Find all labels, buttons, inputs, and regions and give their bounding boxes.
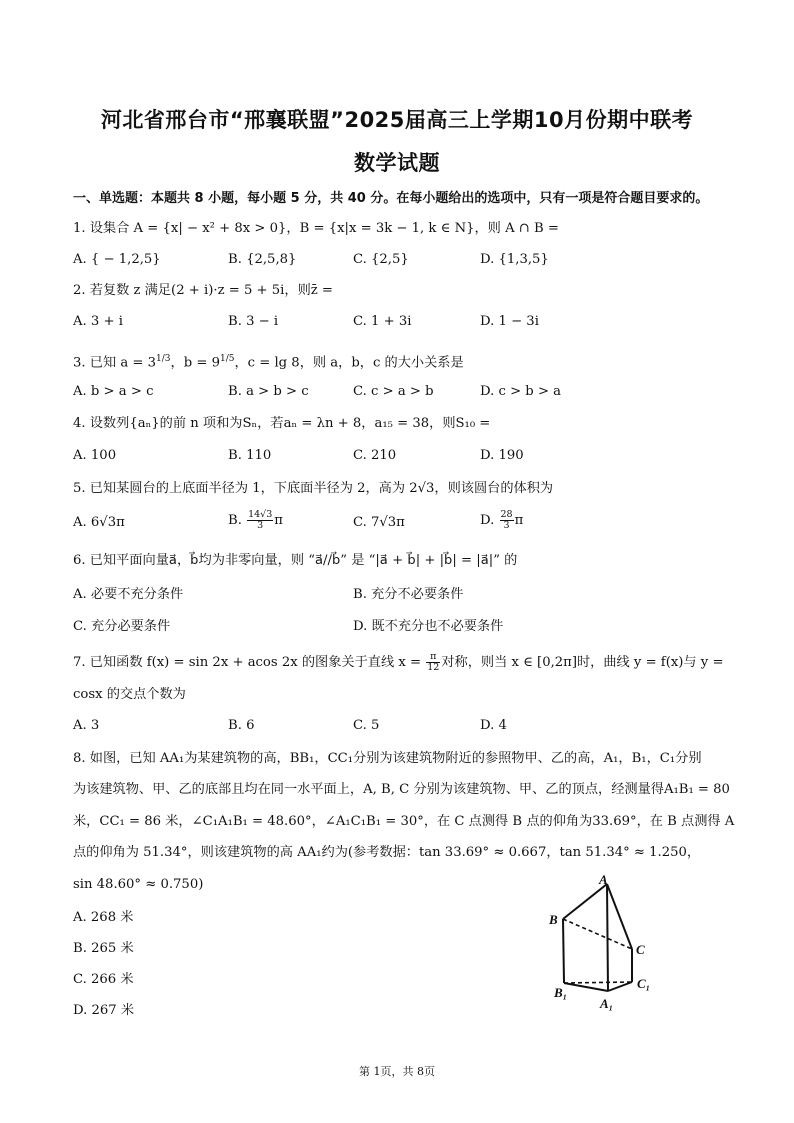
question-8-option-d: D. 267 米 (73, 1003, 135, 1018)
page-title: 河北省邢台市“邢襄联盟”2025届高三上学期10月份期中联考 (100, 108, 694, 132)
label-c: C (636, 942, 645, 957)
question-4-option-c: C. 210 (353, 448, 397, 463)
question-7-stem-prefix: 7. 已知函数 f(x) = sin 2x + acos 2x 的图象关于直线 x = (73, 655, 422, 670)
question-4-option-d: D. 190 (480, 448, 524, 463)
question-3-option-d: D. c > b > a (480, 384, 562, 399)
fraction-denominator: 3 (503, 520, 510, 531)
question-6-stem: 6. 已知平面向量a⃗，b⃗均为非零向量，则 “a⃗//b⃗” 是 “|a⃗ + b⃗| + |b⃗| = |a⃗|” 的 (73, 553, 518, 568)
question-6-option-c: C. 充分必要条件 (73, 619, 171, 634)
question-6-option-a: A. 必要不充分条件 (73, 587, 184, 602)
label-a1: A₁ (600, 996, 614, 1011)
question-3-stem-suffix: ，c = lg 8，则 a，b，c 的大小关系是 (234, 355, 464, 371)
question-3-stem (73, 350, 464, 372)
question-5-option-a: A. 6√3π (73, 515, 125, 530)
question-2-option-a: A. 3 + i (73, 314, 123, 329)
fraction-numerator: π (426, 652, 440, 663)
question-7-stem-line-2: cosx 的交点个数为 (73, 687, 186, 702)
question-3-option-b: B. a > b > c (228, 384, 309, 399)
question-8-stem-line-3: 米，CC₁ = 86 米，∠C₁A₁B₁ = 48.60°，∠A₁C₁B₁ = 30°，在 C 点测得 B 点的仰角为33.69°，在 B 点测得 A (73, 814, 735, 829)
question-1-stem: 1. 设集合 A = {x| − x² + 8x > 0}，B = {x|x = 3k − 1, k ∈ N}，则 A ∩ B = (73, 221, 559, 236)
question-4-option-b: B. 110 (228, 448, 272, 463)
question-5-option-b-label: B. (228, 513, 242, 528)
edge-b1-c1-dashed (564, 982, 632, 983)
question-3-option-c: C. c > a > b (353, 384, 434, 399)
question-5-option-d (480, 510, 523, 531)
pi-symbol: π (514, 513, 524, 528)
question-7-stem (73, 652, 724, 673)
question-4-option-a: A. 100 (73, 448, 117, 463)
question-3-stem-mid: ，b = 9 (170, 355, 220, 371)
question-8-option-c: C. 266 米 (73, 972, 134, 987)
building-figure (540, 872, 670, 1012)
question-2-option-b: B. 3 − i (228, 314, 279, 329)
question-7-fraction (426, 652, 440, 673)
edge-a-a1 (607, 884, 608, 991)
question-7-option-d: D. 4 (480, 718, 507, 733)
fraction-numerator: 14√3 (248, 509, 273, 520)
question-6-option-b: B. 充分不必要条件 (353, 587, 464, 602)
section-heading: 一、单选题：本题共 8 小题，每小题 5 分，共 40 分。在每小题给出的选项中，只有一项是符合题目要求的。 (73, 191, 709, 206)
edge-b1-a1 (564, 983, 608, 991)
question-7-stem-suffix: 对称，则当 x ∈ [0,2π]时，曲线 y = f(x)与 y = (441, 655, 724, 670)
question-3-exponent-b: 1/5 (219, 354, 235, 364)
fraction-denominator: 3 (257, 520, 264, 531)
label-b: B (549, 912, 558, 927)
question-2-stem: 2. 若复数 z 满足(2 + i)·z = 5 + 5i，则z̄ = (73, 283, 333, 298)
question-8-stem-line-2: 为该建筑物、甲、乙的底部且均在同一水平面上，A, B, C 分别为该建筑物、甲、乙的顶点，经测量得A₁B₁ = 80 (73, 782, 730, 797)
question-8-option-a: A. 268 米 (73, 910, 134, 925)
edge-a-b (563, 884, 607, 919)
question-7-option-c: C. 5 (353, 718, 380, 733)
page-number: 第 1页，共 8页 (359, 1065, 435, 1078)
question-5-option-c: C. 7√3π (353, 515, 405, 530)
question-3-stem-prefix: 3. 已知 a = 3 (73, 355, 157, 371)
question-8-option-b: B. 265 米 (73, 941, 134, 956)
question-2-option-c: C. 1 + 3i (353, 314, 412, 329)
question-6-option-d: D. 既不充分也不必要条件 (353, 619, 504, 634)
question-5-stem: 5. 已知某圆台的上底面半径为 1，下底面半径为 2，高为 2√3，则该圆台的体积为 (73, 481, 554, 496)
question-8-stem-line-5: sin 48.60° ≈ 0.750) (73, 877, 204, 892)
question-1-option-b: B. {2,5,8} (228, 252, 297, 267)
question-2-option-d: D. 1 − 3i (480, 314, 539, 329)
fraction-denominator: 12 (427, 662, 440, 673)
question-1-option-a: A. { − 1,2,5} (73, 252, 161, 267)
question-8-stem-line-4: 点的仰角为 51.34°，则该建筑物的高 AA₁约为(参考数据：tan 33.69° ≈ 0.667，tan 51.34° ≈ 1.250， (73, 845, 701, 860)
question-5-option-b (228, 510, 283, 531)
label-c1: C₁ (637, 976, 651, 991)
question-8-stem-line-1: 8. 如图，已知 AA₁为某建筑物的高，BB₁，CC₁分别为该建筑物附近的参照物甲、乙的高，A₁，B₁，C₁分别 (73, 751, 702, 766)
pi-symbol: π (274, 513, 283, 528)
question-1-option-c: C. {2,5} (353, 252, 409, 267)
question-1-option-d: D. {1,3,5} (480, 252, 549, 267)
question-5-option-d-fraction (500, 510, 514, 531)
fraction-numerator: 28 (500, 509, 513, 520)
page-subtitle: 数学试题 (354, 151, 440, 175)
question-5-option-d-label: D. (480, 513, 495, 528)
question-4-stem: 4. 设数列{aₙ}的前 n 项和为Sₙ，若aₙ = λn + 8，a₁₅ = 38，则S₁₀ = (73, 416, 491, 431)
edge-b-b1 (563, 919, 564, 983)
question-3-exponent-a: 1/3 (156, 354, 171, 364)
label-a: A (599, 872, 608, 887)
edge-a1-c1 (608, 982, 632, 991)
question-7-option-b: B. 6 (228, 718, 255, 733)
question-3-option-a: A. b > a > c (73, 384, 154, 399)
question-7-option-a: A. 3 (73, 718, 100, 733)
label-b1: B₁ (554, 985, 568, 1000)
question-5-option-b-fraction (247, 510, 273, 531)
